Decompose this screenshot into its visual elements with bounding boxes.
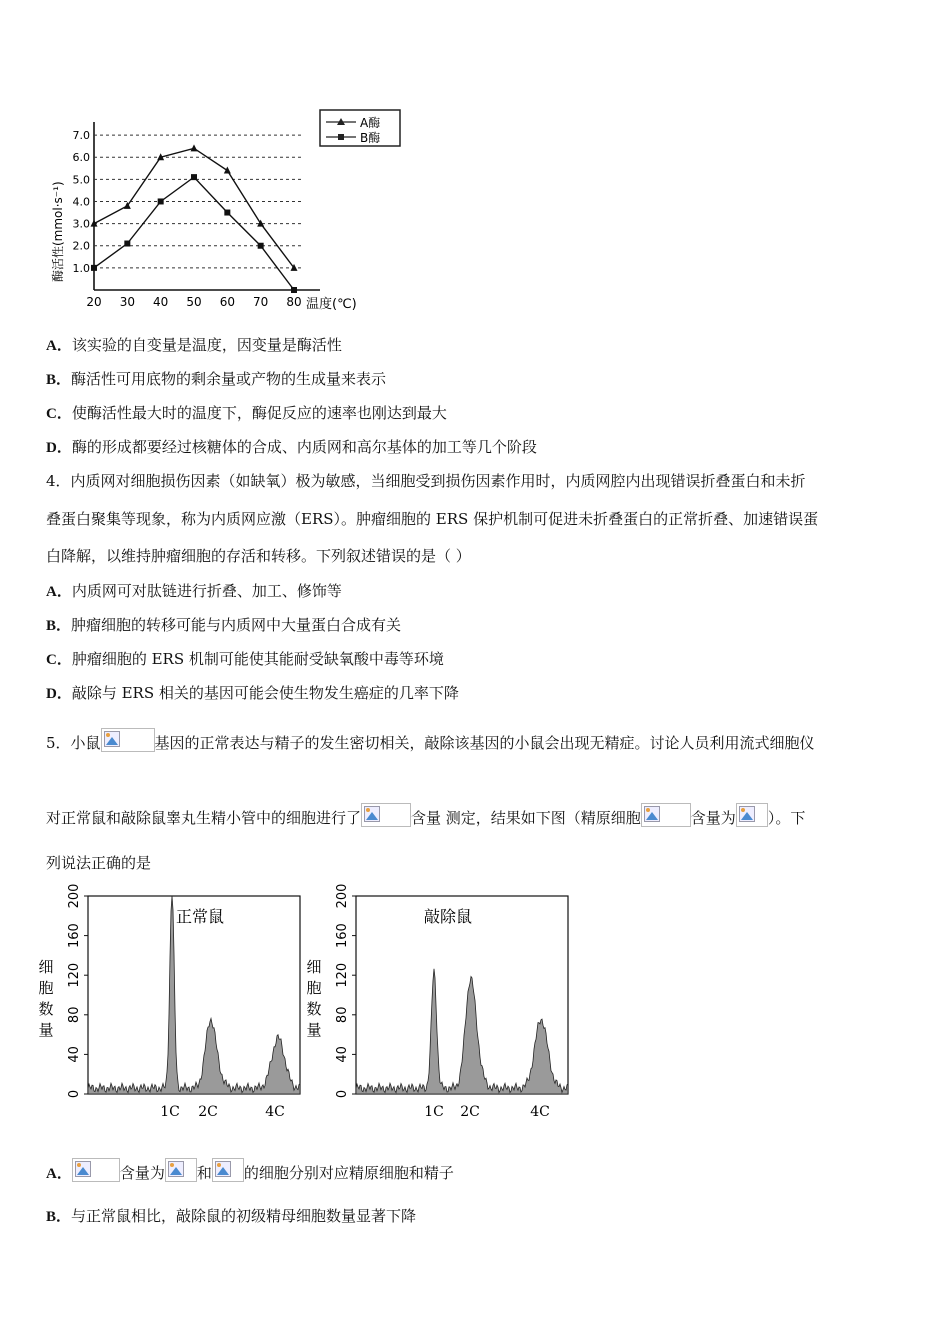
data-point-b [124, 241, 130, 247]
q3-option-b [46, 368, 386, 391]
option-text: 肿瘤细胞的 ERS 机制可能使其能耐受缺氧酸中毒等环境 [71, 650, 444, 668]
data-point-b [158, 198, 164, 204]
series-line-b [94, 177, 294, 290]
option-text: 内质网可对肽链进行折叠、加工、修饰等 [71, 582, 342, 600]
option-letter: D． [46, 686, 72, 702]
legend-b-label: B酶 [360, 131, 381, 145]
x-axis-label: 温度(℃) [306, 297, 357, 312]
x-tick-label: 4C [265, 1104, 285, 1120]
option-text: 该实验的自变量是温度，因变量是酶活性 [71, 336, 342, 354]
y-tick-label: 80 [67, 1006, 82, 1024]
chart-legend [320, 110, 400, 146]
q4-stem-line2: 叠蛋白聚集等现象，称为内质网应激（ERS）。肿瘤细胞的 ERS 保护机制可促进未折叠蛋白的正常折叠、加速错误蛋 [46, 510, 819, 528]
q5-option-a [46, 1158, 454, 1185]
flow-cytometry-charts [40, 880, 560, 1125]
q3-option-c [46, 402, 447, 425]
option-letter: C． [46, 652, 72, 668]
y-axis-label-char: 细 [38, 958, 54, 976]
y-tick-label: 80 [335, 1006, 350, 1024]
x-tick-label: 2C [460, 1104, 480, 1120]
q5-stem-text: 基因的正常表达与精子的发生密切相关，敲除该基因的小鼠会出现无精症。讨论人员利用流式细胞仪 [154, 734, 815, 752]
x-tick-label: 40 [153, 295, 169, 309]
formula-image-placeholder [736, 803, 768, 827]
broken-image-icon [168, 1161, 184, 1177]
histogram-area [356, 969, 568, 1094]
x-tick-label: 2C [198, 1104, 218, 1120]
formula-image-placeholder [641, 803, 691, 827]
q4-option-b [46, 614, 401, 637]
data-point-b [291, 287, 297, 293]
q5-option-b [46, 1205, 416, 1228]
formula-image-placeholder [361, 803, 411, 827]
option-text: 敲除与 ERS 相关的基因可能会使生物发生癌症的几率下降 [71, 684, 459, 702]
option-text: 酶的形成都要经过核糖体的合成、内质网和高尔基体的加工等几个阶段 [71, 438, 537, 456]
q5-stem-text: 对正常鼠和敲除鼠睾丸生精小管中的细胞进行了 [46, 809, 362, 827]
y-tick-label: 160 [335, 923, 350, 949]
option-text: 的细胞分别对应精原细胞和精子 [243, 1164, 454, 1182]
y-tick-label: 160 [67, 923, 82, 949]
x-tick-label: 50 [186, 295, 202, 309]
broken-image-icon [739, 806, 755, 822]
q5-stem-line1 [46, 728, 815, 754]
y-tick-label: 3.0 [72, 217, 90, 231]
option-letter: B． [46, 618, 72, 634]
formula-image-placeholder [101, 728, 155, 752]
q5-stem-line3: 列说法正确的是 [46, 854, 152, 872]
y-axis-label-char: 量 [38, 1021, 54, 1039]
broken-image-icon [644, 806, 660, 822]
q5-stem-text: ）。下 [767, 809, 806, 827]
option-letter: B． [46, 1209, 72, 1225]
option-letter: A． [46, 584, 72, 600]
y-tick-label: 2.0 [72, 239, 90, 253]
option-letter: B． [46, 372, 72, 388]
y-axis-label-char: 量 [306, 1021, 322, 1039]
x-tick-label: 80 [286, 295, 302, 309]
broken-image-icon [215, 1161, 231, 1177]
q3-option-d [46, 436, 537, 459]
x-tick-label: 20 [86, 295, 102, 309]
y-tick-label: 200 [67, 883, 82, 909]
enzyme-activity-chart [40, 100, 420, 315]
normal-mouse-title: 正常鼠 [175, 907, 225, 926]
q3-option-a [46, 334, 342, 357]
option-letter: A． [46, 1166, 72, 1182]
data-point-b [258, 243, 264, 249]
option-text: 使酶活性最大时的温度下，酶促反应的速率也刚达到最大 [71, 404, 447, 422]
y-tick-label: 0 [67, 1089, 82, 1099]
option-text: 酶活性可用底物的剩余量或产物的生成量来表示 [71, 370, 387, 388]
q4-option-a [46, 580, 342, 603]
y-axis-label: 酶活性(mmol·s⁻¹) [51, 181, 65, 282]
q5-stem-text: 含量为 [690, 809, 736, 827]
data-point-a [224, 166, 231, 173]
option-text: 和 [196, 1164, 212, 1182]
option-letter: D． [46, 440, 72, 456]
option-letter: A． [46, 338, 72, 354]
formula-image-placeholder [72, 1158, 120, 1182]
q4-option-c [46, 648, 444, 671]
y-tick-label: 120 [335, 962, 350, 988]
y-axis-label-char: 胞 [38, 979, 54, 997]
q5-stem-text: 含量 测定，结果如下图（精原细胞 [411, 809, 641, 827]
q4-stem-line1: 4．内质网对细胞损伤因素（如缺氧）极为敏感，当细胞受到损伤因素作用时，内质网腔内出现错误折叠蛋白和未折 [46, 472, 806, 490]
y-tick-label: 5.0 [72, 173, 90, 187]
broken-image-icon [364, 806, 380, 822]
option-letter: C． [46, 406, 72, 422]
y-tick-label: 40 [67, 1046, 82, 1063]
y-tick-label: 0 [335, 1089, 350, 1099]
x-tick-label: 30 [119, 295, 135, 309]
option-text: 含量为 [119, 1164, 165, 1182]
q5-stem-line2 [46, 803, 805, 829]
option-text: 与正常鼠相比，敲除鼠的初级精母细胞数量显著下降 [71, 1207, 417, 1225]
y-tick-label: 40 [335, 1046, 350, 1063]
formula-image-placeholder [212, 1158, 244, 1182]
y-tick-label: 120 [67, 962, 82, 988]
x-tick-label: 4C [530, 1104, 550, 1120]
y-tick-label: 1.0 [72, 261, 90, 275]
q4-stem-line3: 白降解，以维持肿瘤细胞的存活和转移。下列叙述错误的是（ ） [46, 547, 471, 565]
data-point-b [224, 210, 230, 216]
data-point-b [191, 174, 197, 180]
broken-image-icon [104, 731, 120, 747]
y-tick-label: 4.0 [72, 195, 90, 209]
broken-image-icon [75, 1161, 91, 1177]
x-tick-label: 1C [160, 1104, 180, 1120]
x-tick-label: 60 [219, 295, 235, 309]
y-tick-label: 7.0 [72, 129, 90, 143]
y-tick-label: 6.0 [72, 151, 90, 165]
x-tick-label: 1C [424, 1104, 444, 1120]
data-point-b [91, 265, 97, 271]
y-tick-label: 200 [335, 883, 350, 909]
q5-number: 5．小鼠 [46, 734, 101, 752]
data-point-a [191, 144, 198, 151]
option-text: 肿瘤细胞的转移可能与内质网中大量蛋白合成有关 [71, 616, 402, 634]
knockout-mouse-title: 敲除鼠 [423, 907, 473, 926]
y-axis-label-char: 胞 [306, 979, 322, 997]
y-axis-label-char: 细 [306, 958, 322, 976]
legend-a-label: A酶 [360, 116, 381, 130]
x-tick-label: 70 [253, 295, 269, 309]
formula-image-placeholder [165, 1158, 197, 1182]
y-axis-label-char: 数 [38, 1000, 54, 1018]
q4-option-d [46, 682, 459, 705]
y-axis-label-char: 数 [306, 1000, 322, 1018]
